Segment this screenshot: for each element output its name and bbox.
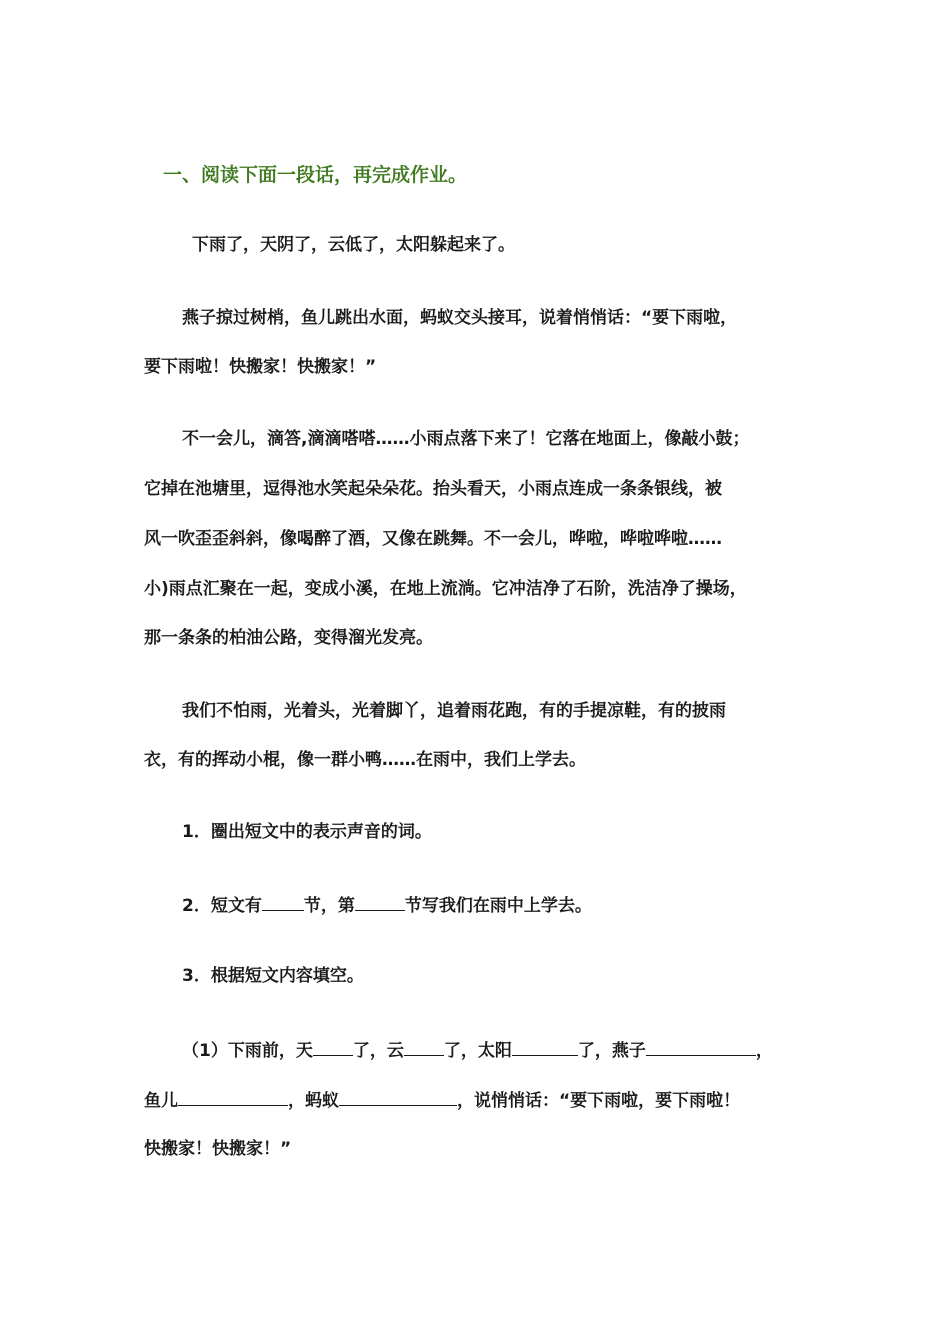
question-2-text-a: 2．短文有 [182, 896, 262, 916]
question-1: 1．圈出短文中的表示声音的词。 [182, 822, 432, 842]
section-heading: 一、阅读下面一段话，再完成作业。 [163, 164, 468, 186]
question-3-1-line-3: 快搬家！快搬家！” [144, 1139, 292, 1159]
passage-paragraph-3-line-3: 风一吹歪歪斜斜，像喝醉了酒，又像在跳舞。不一会儿，哗啦，哗啦哗啦…… [144, 529, 722, 549]
passage-paragraph-3-line-2: 它掉在池塘里，逗得池水笑起朵朵花。抬头看天，小雨点连成一条条银线，被 [144, 479, 722, 499]
question-3-1-text-d: 了，燕子 [577, 1041, 646, 1061]
answer-blank-ant[interactable] [339, 1087, 457, 1106]
answer-blank-section-number[interactable] [355, 892, 405, 911]
answer-blank-sky[interactable] [313, 1037, 353, 1056]
passage-paragraph-4-line-2: 衣，有的挥动小棍，像一群小鸭……在雨中，我们上学去。 [144, 750, 586, 770]
question-2 [182, 892, 592, 918]
question-3-1-text-whisper: ，说悄悄话：“要下雨啦，要下雨啦！ [457, 1091, 741, 1111]
question-3-1-text-c: 了，太阳 [443, 1041, 512, 1061]
answer-blank-section-count[interactable] [262, 892, 304, 911]
question-3: 3．根据短文内容填空。 [182, 966, 364, 986]
passage-paragraph-2-line-1: 燕子掠过树梢，鱼儿跳出水面，蚂蚁交头接耳，说着悄悄话：“要下雨啦， [182, 308, 738, 328]
passage-paragraph-3-line-5: 那一条条的柏油公路，变得溜光发亮。 [144, 628, 433, 648]
question-3-1-line-1 [182, 1037, 773, 1063]
passage-paragraph-3-line-1: 不一会儿，滴答,滴滴嗒嗒……小雨点落下来了！它落在地面上，像敲小鼓； [182, 429, 750, 449]
passage-paragraph-4-line-1: 我们不怕雨，光着头，光着脚丫，追着雨花跑，有的手提凉鞋，有的披雨 [182, 701, 726, 721]
question-3-1-text-e: ， [755, 1041, 773, 1061]
passage-paragraph-2-line-2: 要下雨啦！快搬家！快搬家！” [144, 357, 377, 377]
answer-blank-cloud[interactable] [404, 1037, 444, 1056]
answer-blank-sun[interactable] [512, 1037, 578, 1056]
passage-paragraph-3-line-4: 小)雨点汇聚在一起，变成小溪，在地上流淌。它冲洁净了石阶，洗洁净了操场， [144, 579, 747, 599]
question-3-1-line-2 [144, 1087, 740, 1113]
question-3-1-text-ant: ，蚂蚁 [288, 1091, 339, 1111]
question-2-text-c: 节写我们在雨中上学去。 [404, 896, 592, 916]
question-3-1-text-fish: 鱼儿 [144, 1091, 178, 1111]
passage-paragraph-1: 下雨了，天阴了，云低了，太阳躲起来了。 [192, 235, 515, 255]
question-2-text-b: 节，第 [303, 896, 355, 916]
question-3-1-text-a: （1）下雨前，天 [182, 1041, 313, 1061]
answer-blank-swallow[interactable] [646, 1037, 756, 1056]
answer-blank-fish[interactable] [178, 1087, 288, 1106]
question-3-1-text-b: 了，云 [352, 1041, 404, 1061]
